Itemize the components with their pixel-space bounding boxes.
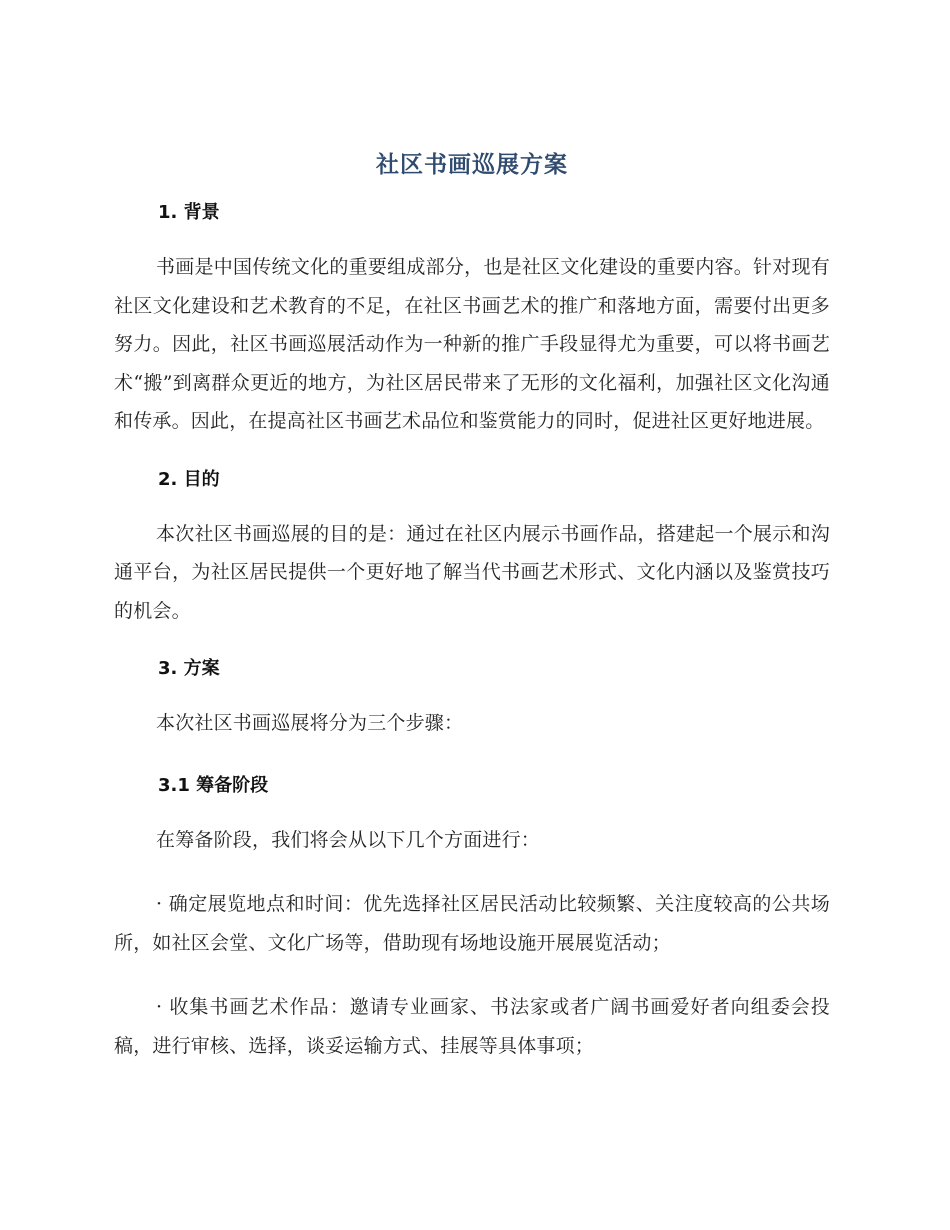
document-page (114, 148, 830, 1091)
section-heading-background: 1. 背景 (158, 202, 220, 223)
paragraph-plan-intro: 本次社区书画巡展将分为三个步骤： (156, 712, 464, 734)
document-title: 社区书画巡展方案 (376, 152, 568, 178)
paragraph-preparation-intro: 在筹备阶段，我们将会从以下几个方面进行： (156, 828, 541, 851)
section-heading-preparation: 3.1 筹备阶段 (158, 774, 269, 796)
section-heading-plan: 3. 方案 (158, 658, 220, 679)
list-item-venue-time: · 确定展览地点和时间：优先选择社区居民活动比较频繁、关注度较高的公共场所，如社区会堂、文化广场等，借助现有场地设施开展展览活动； (114, 893, 830, 954)
list-item-collect-works: · 收集书画艺术作品：邀请专业画家、书法家或者广阔书画爱好者向组委会投稿，进行审核、选择，谈妥运输方式、挂展等具体事项； (114, 996, 830, 1057)
section-heading-purpose: 2. 目的 (158, 468, 220, 490)
paragraph-purpose: 本次社区书画巡展的目的是：通过在社区内展示书画作品，搭建起一个展示和沟通平台，为社区居民提供一个更好地了解当代书画艺术形式、文化内涵以及鉴赏技巧的机会。 (114, 522, 830, 622)
paragraph-background: 书画是中国传统文化的重要组成部分，也是社区文化建设的重要内容。针对现有社区文化建设和艺术教育的不足，在社区书画艺术的推广和落地方面，需要付出更多努力。因此，社区书画巡展活动作为一种新的推广手段显得尤为重要，可以将书画艺术“搬”到离群众更近的地方，为社区居民带来了无形的文化福利，加强社区文化沟通和传承。因此，在提高社区书画艺术品位和鉴赏能力的同时，促进社区更好地进展。 (114, 256, 830, 432)
